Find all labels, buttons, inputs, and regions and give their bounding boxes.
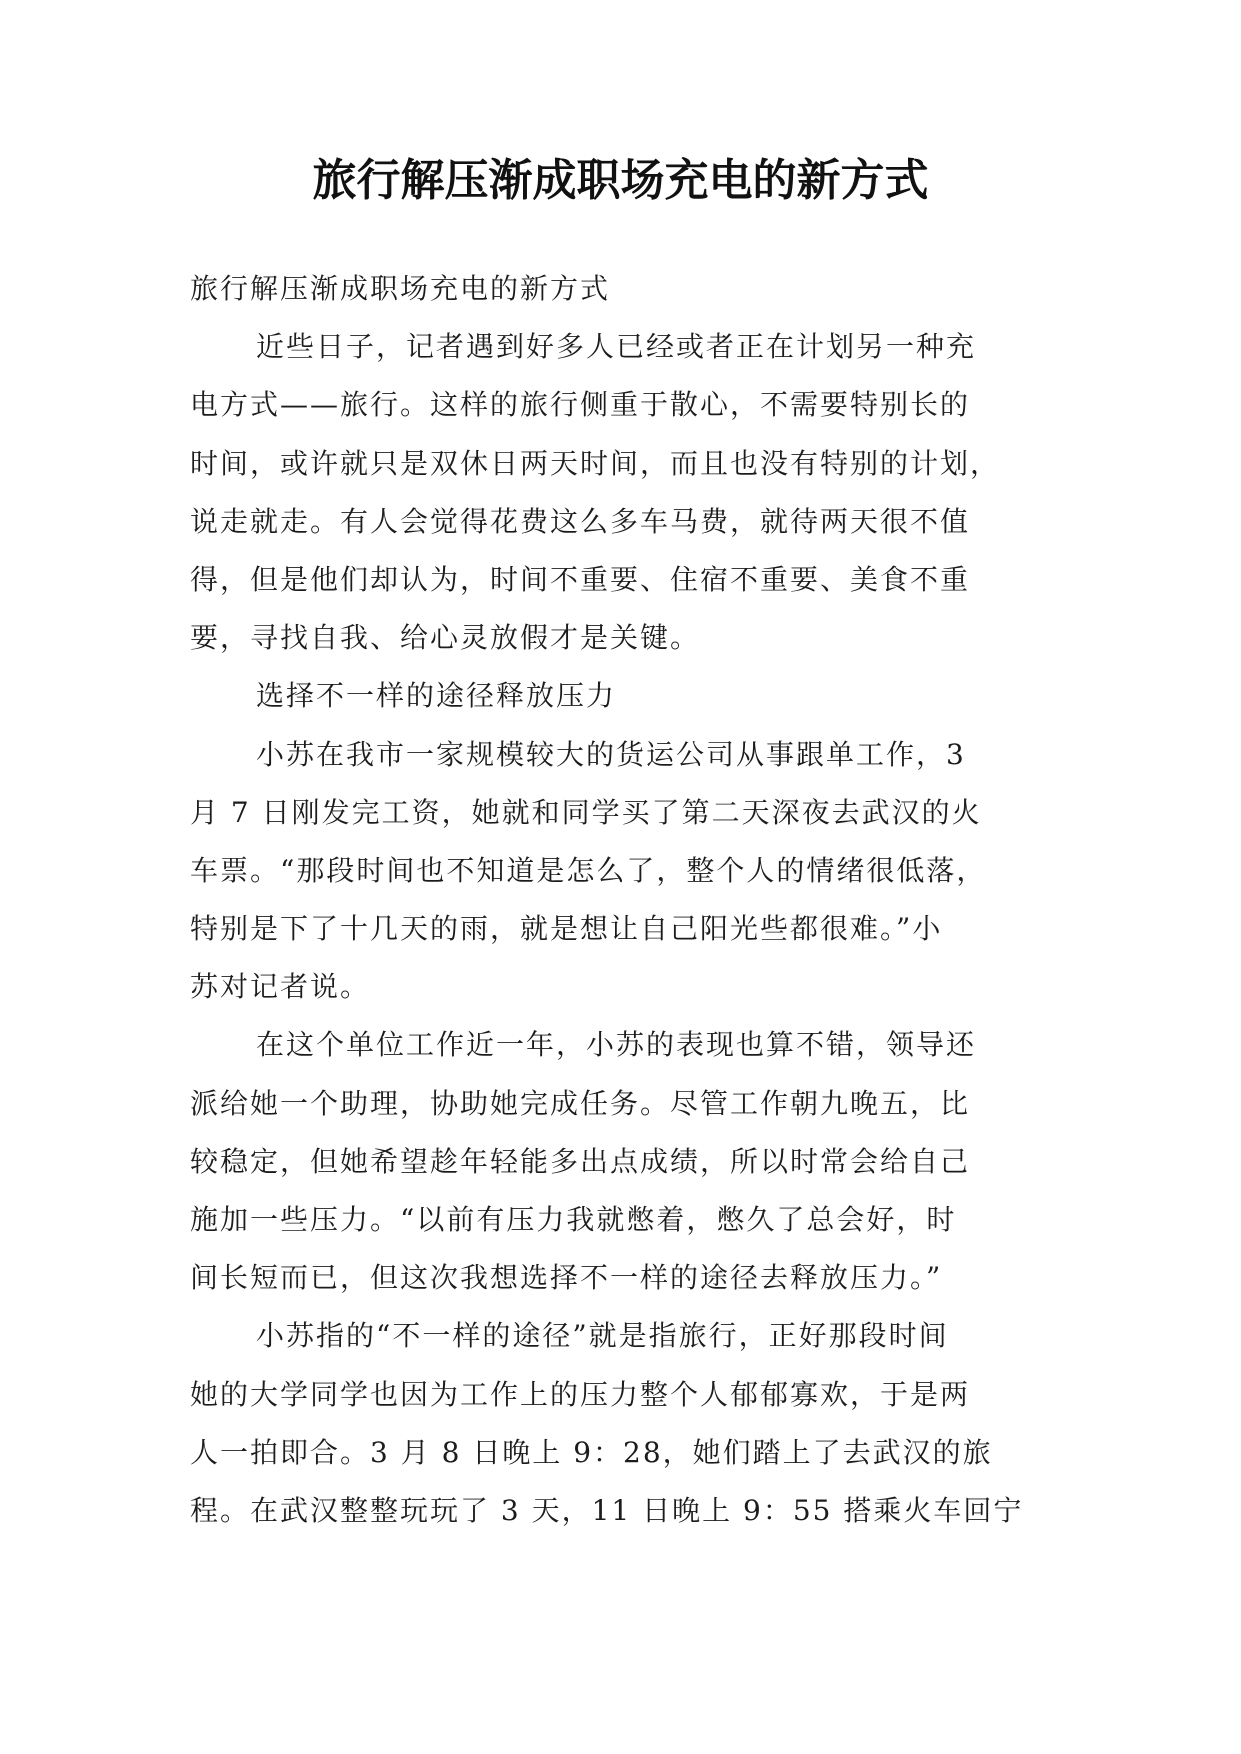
body-line: 要，寻找自我、给心灵放假才是关键。 [190,621,701,655]
body-line: 小苏在我市一家规模较大的货运公司从事跟单工作，3 [256,737,966,771]
body-line: 选择不一样的途径释放压力 [256,679,617,713]
body-line: 较稳定，但她希望趁年轻能多出点成绩，所以时常会给自己 [190,1144,971,1178]
body-line: 苏对记者说。 [190,970,371,1004]
body-line: 施加一些压力。“以前有压力我就憋着，憋久了总会好，时 [190,1203,957,1236]
body-line: 程。在武汉整整玩玩了 3 天，11 日晚上 9：55 搭乘火车回宁 [190,1493,1024,1527]
body-line: 她的大学同学也因为工作上的压力整个人郁郁寡欢，于是两 [190,1377,971,1411]
body-line: 在这个单位工作近一年，小苏的表现也算不错，领导还 [256,1028,977,1062]
document-body [190,260,1050,1540]
body-line: 间长短而已，但这次我想选择不一样的途径去释放压力。” [190,1261,943,1295]
document-title: 旅行解压渐成职场充电的新方式 [312,155,929,206]
body-line: 旅行解压渐成职场充电的新方式 [190,272,611,305]
body-line: 说走就走。有人会觉得花费这么多车马费，就待两天很不值 [190,504,971,538]
body-line: 得，但是他们却认为，时间不重要、住宿不重要、美食不重 [190,562,971,596]
body-line: 小苏指的“不一样的途径”就是指旅行，正好那段时间 [256,1319,949,1353]
body-line: 特别是下了十几天的雨，就是想让自己阳光些都很难。”小 [190,912,943,946]
body-line: 电方式——旅行。这样的旅行侧重于散心，不需要特别长的 [190,388,971,422]
body-line: 近些日子，记者遇到好多人已经或者正在计划另一种充 [256,330,977,364]
body-line: 车票。“那段时间也不知道是怎么了，整个人的情绪很低落， [190,853,987,887]
body-line: 派给她一个助理，协助她完成任务。尽管工作朝九晚五，比 [190,1086,971,1120]
body-line: 月 7 日刚发完工资，她就和同学买了第二天深夜去武汉的火 [190,795,982,829]
body-line: 人一拍即合。3 月 8 日晚上 9：28，她们踏上了去武汉的旅 [190,1435,993,1469]
body-line: 时间，或许就只是双休日两天时间，而且也没有特别的计划， [190,446,1001,480]
